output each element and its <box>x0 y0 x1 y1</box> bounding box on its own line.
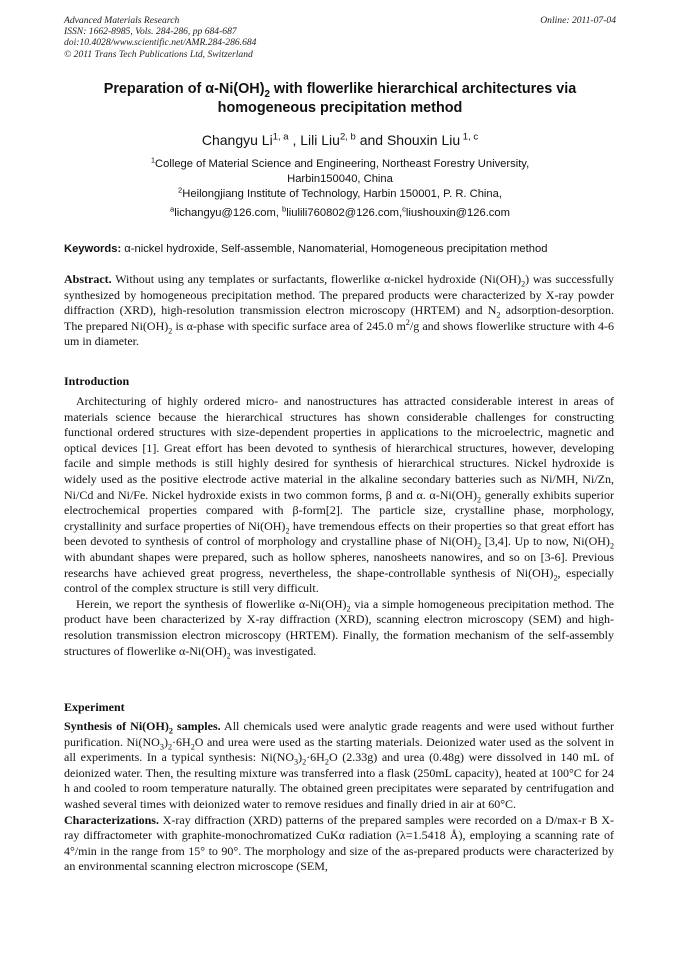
intro-paragraph-2: Herein, we report the synthesis of flowerlike $\alpha-Ni(OH)_2$ via a simple homogeneous precipitation method. The product have been characterized by X-ray diffraction (XRD), scanning electron microscopy (SEM) and high-resolution transmission electron microscopy (HRTEM). Finally, the formation mechanism of the self-assembly structures of flowerlike $\alpha-Ni(OH)_2$ was investigated. <box>64 596 615 660</box>
paper-title <box>64 80 616 118</box>
title-part: with flowerlike hierarchical architectures via <box>269 81 577 97</box>
title-part: Preparation of α-Ni(OH) <box>103 81 265 97</box>
subscript: 2 <box>521 279 526 289</box>
subscript: 2 <box>496 310 501 320</box>
affiliation-1-city: Harbin150040, China <box>287 173 393 186</box>
email-mark: b <box>282 204 287 214</box>
journal-header <box>64 15 616 60</box>
abstract-text: adsorption-desorption. The prepared Ni(OH) <box>64 303 614 333</box>
author-name: Changyu Li <box>201 132 273 148</box>
intro-paragraph-1: Architecturing of highly ordered micro- and nanostructures has attracted considerable interest in areas of materials science because the hierarchical structures has shown considerable challenges for constructing functional ordered structures with size-dependent properties in applications to the microelectric, magnetic and optical devices [1]. Great effort has been devoted to synthesis of hierarchical structures, however, developing facile and simple methods is still highly desired for synthesis of hierarchical structures. Nickel hydroxide is widely used as the positive electrode active material in the alkaline secondary batteries such as Ni/MH, Ni/Zn, Ni/Cd and Ni/Fe. Nickel hydroxide exists in two common forms, β and α. $\alpha-Ni(OH)_2$ generally exhibits superior electrochemical properties compared with β-form[2]. The particle size, crystalline phase, morphology, crystallinity and surface properties of $Ni(OH)_2$ have tremendous effects on their properties so that great effort has been devoted to synthesis of control of morphology and crystalline phase of $Ni(OH)_2$ [3,4]. Up to now, $Ni(OH)_2$ with abundant shapes were prepared, such as hollow spheres, nanosheets nanowires, and so on [3-6]. Previous researchs have achieved great progress, nevertheless, the shape-controllable synthesis of $Ni(OH)_2$, especially control of the complex structure is still very difficult. <box>64 394 615 596</box>
email-mark: a <box>170 204 175 214</box>
author-affil-mark: 1, a <box>272 131 289 143</box>
abstract-text: /g and shows flowerlike structure with 4-6 um in diameter. <box>64 318 614 349</box>
section-heading-introduction: Introduction <box>64 374 130 388</box>
characterization-paragraph: Characterizations. X-ray diffraction (XRD) patterns of the prepared samples were recorded on a D/max-r B X-ray diffractometer with graphite-monochromatized CuKα radiation (λ=1.5418 Å), employing a scanning rate of 4°/min in the range from 15° to 90°. The morphology and size of the as-prepared products were characterized by an environmental scanning electron microscope (SEM, <box>64 812 614 874</box>
abstract-text: is α-phase with specific surface area of 245.0 m <box>172 318 406 333</box>
separator: and <box>355 132 387 148</box>
abstract <box>64 272 614 350</box>
keywords-text: α-nickel hydroxide, Self-assemble, Nanomaterial, Homogeneous precipitation method <box>121 243 548 255</box>
superscript: 2 <box>405 317 410 327</box>
email-link[interactable]: lichangyu@126.com, <box>174 207 283 219</box>
affiliations <box>64 157 616 203</box>
journal-name: Advanced Materials Research <box>64 15 180 26</box>
author-emails <box>64 206 616 221</box>
experiment-body <box>64 719 614 875</box>
affiliation-2: Heilongjiang Institute of Technology, Harbin 150001, P. R. China, <box>182 188 502 201</box>
introduction-body <box>64 394 614 659</box>
keywords <box>64 242 624 257</box>
author-affil-mark: 2, b <box>339 131 356 143</box>
author-name: Shouxin Liu <box>386 132 461 148</box>
abstract-text: Without using any templates or surfactants, flowerlike α-nickel hydroxide (Ni(OH) <box>111 272 522 286</box>
separator: , <box>288 132 301 148</box>
abstract-label: Abstract. <box>64 272 112 286</box>
issn-line: ISSN: 1662-8985, Vols. 284-286, pp 684-687 <box>64 26 237 38</box>
author-name: Lili Liu <box>300 132 340 148</box>
affil-mark: 2 <box>178 185 183 195</box>
synthesis-paragraph: Synthesis of $Ni(OH)_2$ samples. All chemicals used were analytic grade reagents and were used without further purification. $Ni(NO_3)_2\cdot 6H_2O$ and urea were used as the starting materials. Deionized water used as the solvent in all experiments. In a typical synthesis: $Ni(NO_3)_2\cdot 6H_2O$ (2.33g) and urea (0.48g) were dissolved in 140 mL of deionized water. Then, the resulting mixture was transferred into a flask (250mL capacity), heated at 100°C for 24 h and cooled to room temperature naturally. The obtained green precipitates were separated by centrifugation and washed several times with deionized water to remove residues and finally dried in air at 60°C. <box>64 719 615 811</box>
author-list <box>64 131 616 149</box>
affiliation-1: College of Material Science and Engineering, Northeast Forestry University, <box>155 158 530 170</box>
doi-line: doi:10.4028/www.scientific.net/AMR.284-286.684 <box>64 37 257 49</box>
title-line-2: homogeneous precipitation method <box>217 100 463 116</box>
copyright-line: © 2011 Trans Tech Publications Ltd, Switzerland <box>64 48 253 60</box>
email-link[interactable]: liulili760802@126.com, <box>286 207 403 219</box>
title-subscript: 2 <box>264 88 270 100</box>
subsection-label: Synthesis of $Ni(OH)_2$ samples. <box>64 719 221 736</box>
abstract-text: ) was successfully synthesized by homogeneous precipitation method. The prepared products were characterized by X-ray powder diffraction (XRD), high-resolution transmission electron microscopy (HRTEM) and N <box>64 272 615 318</box>
subsection-label: Characterizations. <box>64 812 159 827</box>
online-date: Online: 2011-07-04 <box>540 15 616 26</box>
subscript: 2 <box>168 326 173 336</box>
affil-mark: 1 <box>150 155 156 165</box>
author-affil-mark: 1, c <box>460 131 479 143</box>
email-mark: c <box>402 204 406 214</box>
section-heading-experiment: Experiment <box>64 700 125 714</box>
email-link[interactable]: liushouxin@126.com <box>405 207 510 219</box>
keywords-label: Keywords: <box>64 243 122 255</box>
